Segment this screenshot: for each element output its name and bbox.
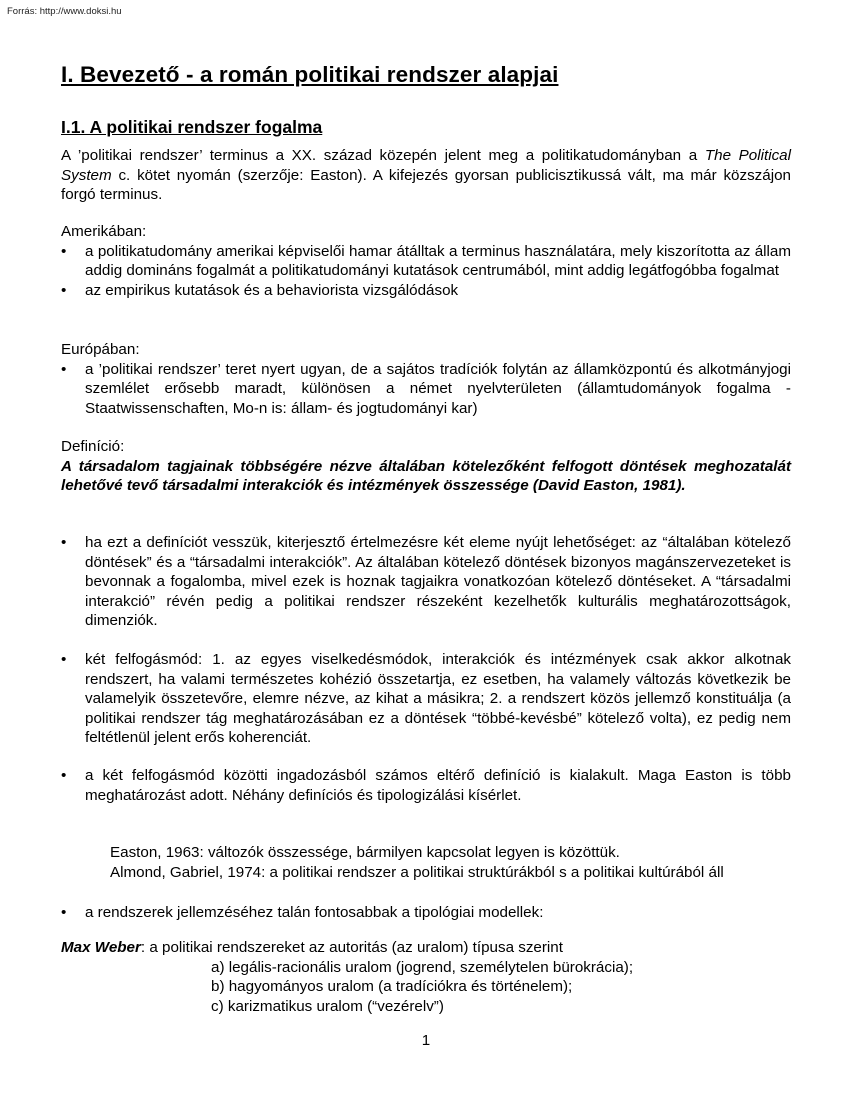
intro-text-2: c. kötet nyomán (szerzője: Easton). A kifejezés gyorsan publicisztikussá vált, ma már közszájon forgó terminus. [61,166,791,203]
definition-section [61,437,791,496]
list-item: • a rendszerek jellemzéséhez talán fontosabbak a tipológiai modellek: [61,904,544,921]
quote-easton: Easton, 1963: változók összessége, bármilyen kapcsolat legyen is közöttük. [110,844,620,861]
europe-section [61,340,791,418]
list-item: • a ’politikai rendszer’ teret nyert ugyan, de a sajátos tradíciók folytán az államközpontú és alkotmányjogi szemlélet erősebb maradt, különösen a német nyelvterületen (államtudományok fogalma - Staatwissenschaften, Mo-n is: állam- és jogtudományi kar) [61,360,791,417]
weber-type: c) karizmatikus uralom (“vezérelv”) [211,997,444,1015]
list-item: • az empirikus kutatások és a behaviorista vizsgálódások [61,281,459,299]
america-section [61,222,791,300]
bullet-icon: • [61,651,67,668]
point-two-approaches [61,650,791,748]
weber-line [61,938,791,958]
section-heading: I.1. A politikai rendszer fogalma [61,117,323,137]
list-item: • ha ezt a definíciót vesszük, kiterjesztő értelmezésre két eleme nyújt lehetőséget: az “általában kötelező döntések” és a “társadalmi interakciók”. Az általában kötelező döntések bizonyos magánszervezeteket is bevonnak a fogalomba, mivel ezek is hoznak tagjaikra vonatkozóan kötelező döntéseket. A “társadalmi interakció” révén pedig a politikai rendszer részeként kezelhetők kulturális meghatározottságok, dimenziók. [61,534,791,629]
weber-type: b) hagyományos uralom (a tradíciókra és történelem); [211,978,573,995]
weber-name: Max Weber [61,939,141,956]
intro-paragraph [61,146,791,205]
book-title: The Political System [61,147,791,184]
weber-section [61,938,791,1016]
weber-text: : a politikai rendszereket az autoritás (az uralom) típusa szerint [140,939,563,956]
bullet-icon: • [61,281,67,299]
bullet-icon: • [61,242,67,260]
point-typology [61,903,791,923]
chapter-title: I. Bevezető - a román politikai rendszer alapjai [61,62,559,87]
point-interpretation [61,533,791,631]
point-definitions [61,766,791,805]
america-heading: Amerikában: [61,223,147,240]
weber-type: a) legális-racionális uralom (jogrend, személytelen bürokrácia); [211,958,634,976]
quote-block [61,843,791,882]
definition-text: A társadalom tagjainak többségére nézve általában kötelezőként felfogott döntések meghozatalát lehetővé tevő társadalmi interakciók és intézmények összessége (David Easton, 1981). [61,457,791,494]
list-item: • két felfogásmód: 1. az egyes viselkedésmódok, interakciók és intézmények csak akkor alkotnak rendszert, ha valami természetes kohézió összetartja, ez esetben, ha valamely változás következik be valamelyik összetevőre, elemre nézve, az kihat a másikra; 2. a rendszert közös jellemző konstituálja (a politikai rendszer tág meghatározásában ez a döntések “többé-kevésbé” kötelező volta), ez pedig nem feltétlenül jelent erős koherenciát. [61,651,791,746]
bullet-icon: • [61,904,67,921]
source-note: Forrás: http://www.doksi.hu [7,6,122,17]
bullet-icon: • [61,360,67,378]
intro-text-1: A ’politikai rendszer’ terminus a XX. század közepén jelent meg a politikatudományban a [61,147,705,164]
list-item: • a politikatudomány amerikai képviselői hamar átálltak a terminus használatára, mely kiszorította az állam addig domináns fogalmát a politikatudományi kutatások centrumából, mint addig legátfogóbba fogalmat [61,242,791,279]
definition-heading: Definíció: [61,438,125,455]
page-number: 1 [421,1032,431,1049]
list-item: • a két felfogásmód közötti ingadozásból számos eltérő definíció is kialakult. Maga Easton is több meghatározást adott. Néhány definíciós és tipologizálási kísérlet. [61,767,791,804]
bullet-icon: • [61,534,67,551]
europe-heading: Európában: [61,341,140,358]
quote-almond: Almond, Gabriel, 1974: a politikai rendszer a politikai struktúrákból s a politikai kultúrából áll [110,863,724,881]
bullet-icon: • [61,767,67,784]
